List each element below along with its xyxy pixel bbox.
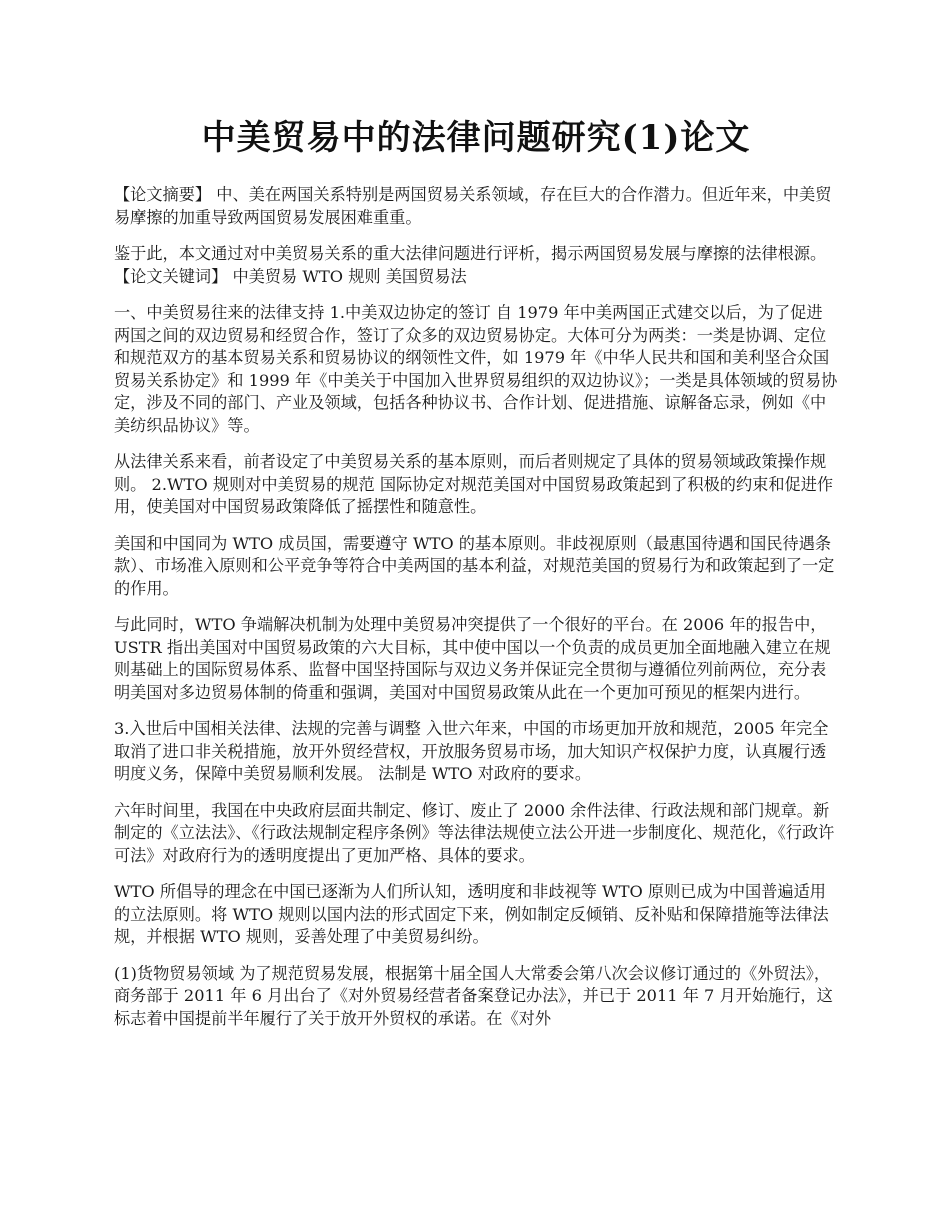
paragraph-wto-members: 美国和中国同为 WTO 成员国，需要遵守 WTO 的基本原则。非歧视原则（最惠国待遇和国民待遇条款）、市场准入原则和公平竞争等符合中美两国的基本利益，对规范美国的贸易行为和政策起到了一定的作用。 [114, 533, 835, 598]
paragraph-wto-rules: 从法律关系来看，前者设定了中美贸易关系的基本原则，而后者则规定了具体的贸易领域政策操作规则。 2.WTO 规则对中美贸易的规范 国际协定对规范美国对中国贸易政策起到了积极的约束和促进作用，使美国对中国贸易政策降低了摇摆性和随意性。 [114, 452, 834, 516]
paragraph-wto-principles: WTO 所倡导的理念在中国已逐渐为人们所认知，透明度和非歧视等 WTO 原则已成为中国普遍适用的立法原则。将 WTO 规则以国内法的形式固定下来，例如制定反倾销、反补贴和保障措施等法律法规，并根据 WTO 规则，妥善处理了中美贸易纠纷。 [114, 882, 829, 946]
paragraph-goods-trade: (1)货物贸易领域 为了规范贸易发展，根据第十届全国人大常委会第八次会议修订通过的《外贸法》，商务部于 2011 年 6 月出台了《对外贸易经营者备案登记办法》，并已于 2011 年 7 月开始施行，这标志着中国提前半年履行了关于放开外贸权的承诺。在《对外 [114, 963, 833, 1028]
document-body [114, 184, 838, 1030]
paragraph-legislation: 六年时间里，我国在中央政府层面共制定、修订、废止了 2000 余件法律、行政法规和部门规章。新制定的《立法法》、《行政法规制定程序条例》等法律法规使立法公开进一步制度化、规范化，《行政许可法》对政府行为的透明度提出了更加严格、具体的要求。 [114, 800, 835, 865]
paragraph-dispute-settlement: 与此同时，WTO 争端解决机制为处理中美贸易冲突提供了一个很好的平台。在 2006 年的报告中，USTR 指出美国对中国贸易政策的六大目标，其中使中国以一个负责的成员更加全面地融入建立在规则基础上的国际贸易体系、监督中国坚持国际与双边义务并保证完全贯彻与遵循位列前两位，充分表明美国对多边贸易体制的倚重和强调，美国对中国贸易政策从此在一个更加可预见的框架内进行。 [114, 615, 831, 702]
paragraph-bilateral-agreements: 一、中美贸易往来的法律支持 1.中美双边协定的签订 自 1979 年中美两国正式建交以后，为了促进两国之间的双边贸易和经贸合作，签订了众多的双边贸易协定。大体可分为两类：一类是协调、定位和规范双方的基本贸易关系和贸易协议的纲领性文件，如 1979 年《中华人民共和国和美利坚合众国贸易关系协定》和 1999 年《中美关于中国加入世界贸易组织的双边协议》；一类是具体领域的贸易协定，涉及不同的部门、产业及领域，包括各种协议书、合作计划、促进措施、谅解备忘录，例如《中美纺织品协议》等。 [114, 303, 838, 435]
document-title: 中美贸易中的法律问题研究(1)论文 [201, 118, 751, 158]
paragraph-post-accession: 3.入世后中国相关法律、法规的完善与调整 入世六年来，中国的市场更加开放和规范，2005 年完全取消了进口非关税措施，放开外贸经营权，开放服务贸易市场，加大知识产权保护力度，认真履行透明度义务，保障中美贸易顺利发展。 法制是 WTO 对政府的要求。 [114, 719, 829, 783]
paragraph-keywords: 鉴于此，本文通过对中美贸易关系的重大法律问题进行评析，揭示两国贸易发展与摩擦的法律根源。 【论文关键词】 中美贸易 WTO 规则 美国贸易法 [114, 244, 827, 286]
paragraph-abstract: 【论文摘要】 中、美在两国关系特别是两国贸易关系领域，存在巨大的合作潜力。但近年来，中美贸易摩擦的加重导致两国贸易发展困难重重。 [114, 185, 832, 227]
